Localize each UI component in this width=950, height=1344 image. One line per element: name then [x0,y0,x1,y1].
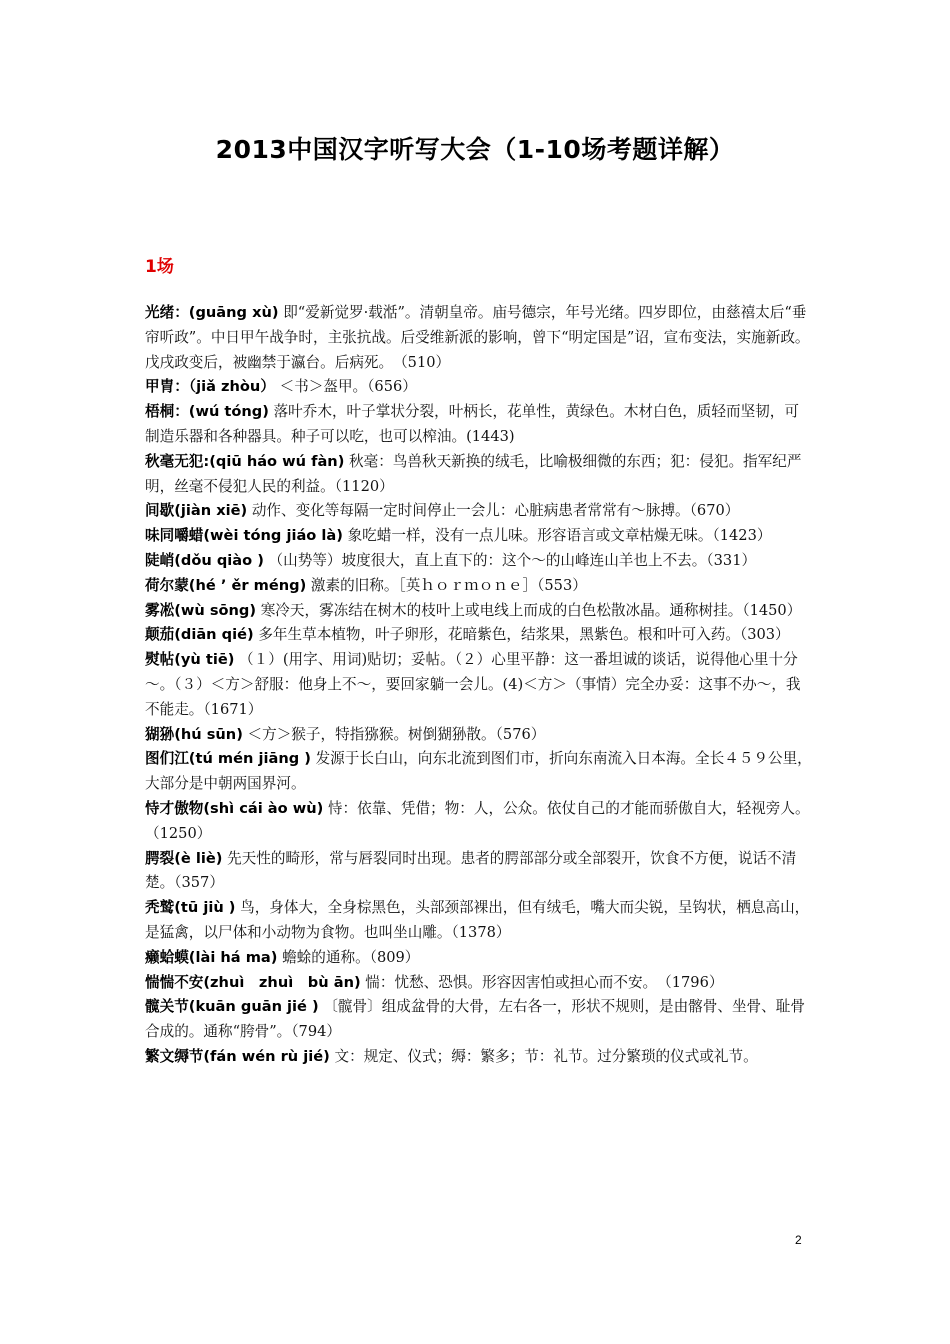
entry-definition: 蟾蜍的通称。（809） [282,948,420,966]
section-heading: 1场 [145,257,174,277]
entry-term: 光绪： [145,304,189,321]
entry-pinyin: （jiǎ zhòu） [188,378,275,396]
entry-pinyin: :(qiū háo wú fàn) [203,452,345,470]
glossary-entry [145,648,813,722]
glossary-entry [145,847,813,897]
entry-pinyin: (lài há ma) [188,948,278,966]
entry-term: 颠茄 [145,626,175,644]
entry-term: 味同嚼蜡 [145,527,204,545]
glossary-entry [145,375,813,400]
entry-pinyin: (wù sōng) [174,601,257,619]
entry-term: 秃鹫 [145,899,175,917]
page-number: 2 [795,1233,802,1247]
entry-pinyin: (tú mén jiāng ) [188,750,311,768]
entry-term: 图们江 [145,750,189,768]
entry-term: 繁文缛节 [145,1047,204,1065]
entry-term: 陡峭 [145,551,175,569]
glossary-entry [145,747,813,797]
glossary-entry [145,549,813,574]
entry-pinyin: (guāng xù) [188,304,279,321]
document-title: 2013中国汉字听写大会（1-10场考题详解） [215,135,735,164]
entry-definition: 〔髋骨〕组成盆骨的大骨，左右各一，形状不规则，是由髂骨、坐骨、耻骨合成的。通称“胯骨”。（794） [145,998,805,1041]
entry-definition: 发源于长白山，向东北流到图们市，折向东南流入日本海。全长４５９公里，大部分是中朝两国界河。 [145,750,812,793]
entry-definition: （１）(用字、用词)贴切；妥帖。（２）心里平静：这一番坦诚的谈话，说得他心里十分～。（３）＜方＞舒服：他身上不～，要回家躺一会儿。(4)＜方＞（事情）完全办妥：这事不办～，我不能走。（1671） [145,651,801,718]
entry-definition: 寒冷天，雾冻结在树木的枝叶上或电线上而成的白色松散冰晶。通称树挂。（1450） [260,601,802,619]
entry-definition: 秋毫：鸟兽秋天新换的绒毛，比喻极细微的东西；犯：侵犯。指军纪严明，丝毫不侵犯人民的利益。（1120） [145,452,802,495]
entry-pinyin: (wèi tóng jiáo là) [203,527,343,545]
entry-term: 甲胄： [145,378,189,396]
entry-definition: ＜书＞盔甲。（656） [279,378,417,396]
entry-definition: 多年生草本植物，叶子卵形，花暗紫色，结浆果，黑紫色。根和叶可入药。（303） [258,626,790,644]
entry-term: 髋关节 [145,998,189,1016]
entry-definition: （山势等）坡度很大，直上直下的：这个～的山峰连山羊也上不去。（331） [268,551,757,569]
entry-definition: 恃：依靠、凭借；物：人，公众。依仗自己的才能而骄傲自大，轻视旁人。（1250） [145,799,810,842]
glossary-entry [145,946,813,971]
entry-definition: 先天性的畸形，常与唇裂同时出现。患者的腭部部分或全部裂开，饮食不方便，说话不清楚。（357） [145,849,797,892]
entry-pinyin: (tū jiù ) [174,899,236,917]
entry-pinyin: (wú tóng) [188,403,269,421]
entry-pinyin: (è liè) [174,849,223,867]
entry-definition: 象吃蜡一样，没有一点儿味。形容语言或文章枯燥无味。（1423） [347,527,772,545]
glossary-entry [145,971,813,996]
entry-definition: 动作、变化等每隔一定时间停止一会儿：心脏病患者常常有～脉搏。（670） [251,502,740,520]
entry-pinyin: (zhuì zhuì bù ān) [203,973,361,991]
entry-pinyin: (jiàn xiē) [174,502,248,520]
entry-term: 癞蛤蟆 [145,948,189,966]
glossary-entry [145,301,813,375]
entry-term: 雾凇 [145,601,175,619]
entry-definition: 激素的旧称。［英ｈｏｒｍｏｎｅ］（553） [310,576,587,594]
entry-pinyin: (hé ’ ěr méng) [188,576,307,594]
entry-pinyin: (shì cái ào wù) [203,799,324,817]
entry-pinyin: (kuān guān jié ) [188,998,319,1016]
entry-pinyin: (fán wén rù jié) [203,1047,330,1065]
entry-pinyin: (diān qié) [174,626,254,644]
entry-pinyin: (yù tiē) [174,651,235,669]
entry-term: 秋毫无犯 [145,452,204,470]
glossary-entry [145,450,813,500]
entry-definition: 即“爱新觉罗·载湉”。清朝皇帝。庙号德宗，年号光绪。四岁即位，由慈禧太后“垂帘听政”。中日甲午战争时，主张抗战。后受维新派的影响，曾下“明定国是”诏，宣布变法，实施新政。戊戌政变后，被幽禁于瀛台。后病死。 （510） [145,304,810,371]
entry-definition: 惴：忧愁、恐惧。形容因害怕或担心而不安。 （1796） [365,973,724,991]
glossary-entry [145,574,813,599]
glossary-entry [145,623,813,648]
glossary-entry [145,896,813,946]
glossary-entry [145,599,813,624]
entry-term: 腭裂 [145,849,175,867]
entry-term: 间歇 [145,502,175,520]
entry-definition: 鸟，身体大，全身棕黑色，头部颈部裸出，但有绒毛，嘴大而尖锐，呈钩状，栖息高山，是猛禽，以尸体和小动物为食物。也叫坐山雕。（1378） [145,899,810,941]
entry-definition: 落叶乔木，叶子掌状分裂，叶柄长，花单性，黄绿色。木材白色，质轻而坚韧，可制造乐器和各种器具。种子可以吃，也可以榨油。(1443) [145,403,799,445]
glossary-entry [145,995,813,1045]
glossary-entry [145,1045,813,1070]
entry-list [145,301,813,1070]
entry-pinyin: (dǒu qiào ) [174,551,264,569]
entry-pinyin: (hú sūn) [174,725,243,743]
glossary-entry [145,723,813,748]
glossary-entry [145,400,813,450]
glossary-entry [145,499,813,524]
entry-term: 猢狲 [145,725,175,743]
entry-definition: ＜方＞猴子，特指猕猴。树倒猢狲散。（576） [247,725,546,743]
glossary-entry [145,797,813,847]
entry-term: 梧桐： [145,403,189,421]
glossary-entry [145,524,813,549]
entry-term: 恃才傲物 [145,799,204,817]
entry-term: 惴惴不安 [145,973,204,991]
entry-term: 熨帖 [145,651,175,669]
entry-definition: 文：规定、仪式；缛：繁多；节：礼节。过分繁琐的仪式或礼节。 [334,1047,758,1065]
entry-term: 荷尔蒙 [145,576,189,594]
